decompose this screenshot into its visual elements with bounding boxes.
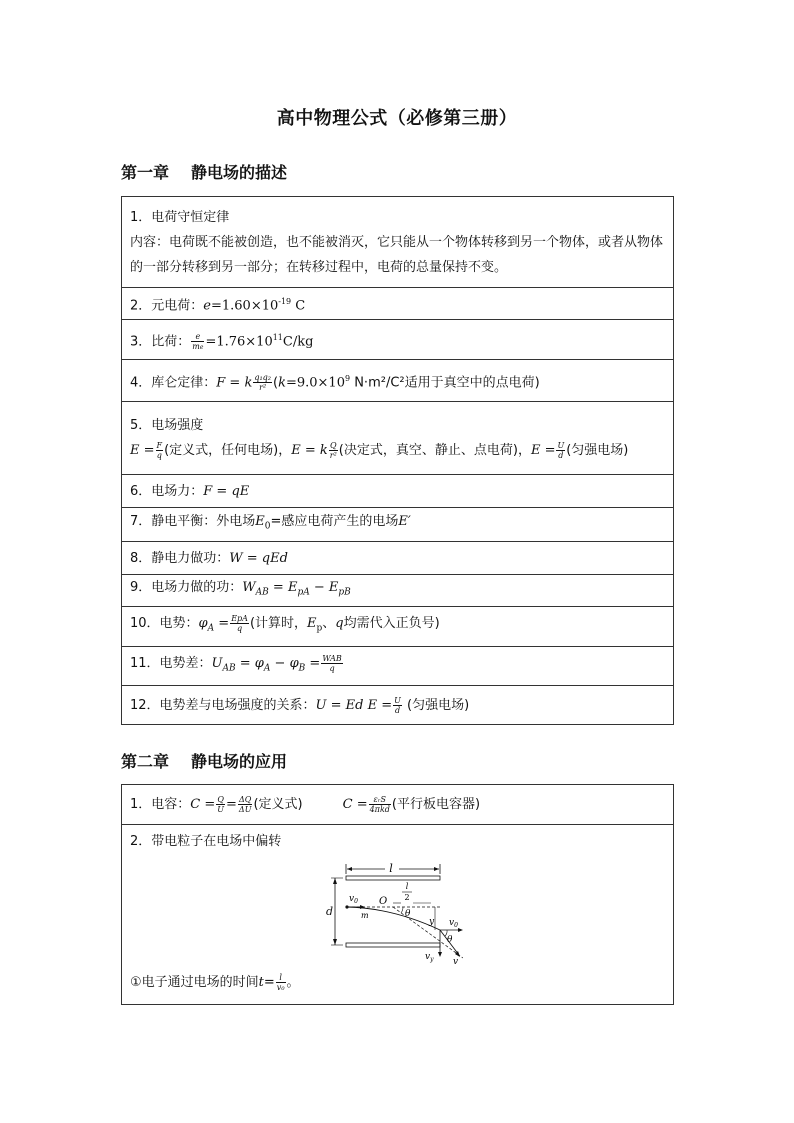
upper-plate	[346, 876, 440, 880]
page-title: 高中物理公式（必修第三册）	[276, 108, 518, 129]
label-v0-right: $v_0$	[449, 918, 458, 929]
label-vy: $v_y$	[425, 952, 434, 963]
chapter-2-formula-table	[121, 784, 674, 1005]
chapter-1-title: 静电场的描述	[191, 163, 288, 182]
formula-5-expressions: E = $\frac{F}{q}$ (定义式，任何电场)，E = k $\frac{Q}{\text{r²}}$ (决定式，真空、静止、点电荷)，E = $\frac{U}{d}$ (匀强电场)	[130, 441, 629, 460]
formula2-row-1: 1．电容：C = $\frac{Q}{U}$ = $\frac{\Delta Q}{\Delta U}$ (定义式) C = $\frac{\text{εᵣS}}{\text{4πkd}}$ (平行板电容器)	[122, 785, 674, 825]
formula-row-10: 10．电势：$\varphi_A$ = $\frac{\text{EpA}}{q}$ (计算时，$E_p$、q均需代入正负号)	[122, 607, 674, 647]
formula-8-label: 8．静电力做功：	[130, 550, 230, 566]
formula-12-label: 12．电势差与电场强度的关系：	[130, 697, 316, 713]
label-l: l	[389, 862, 393, 875]
formula-row-6	[122, 475, 674, 508]
chapter-2-heading	[121, 749, 287, 772]
formula-4-label: 4．库仑定律：	[130, 375, 217, 391]
formula-8-expr: W = qEd	[229, 550, 288, 566]
formula-2-label: 2．元电荷：	[130, 298, 204, 314]
formula-row-7: 7．静电平衡：外电场$E_0=$感应电荷产生的电场E′	[122, 508, 674, 542]
formula-row-8	[122, 542, 674, 575]
chapter-1-formula-table	[121, 196, 674, 725]
formula-9-label: 9．电场力做的功：	[130, 580, 243, 596]
label-v: v	[453, 957, 459, 966]
formula2-1-label: 1．电容：	[130, 797, 191, 812]
chapter-2-number: 第二章	[121, 752, 170, 771]
formula-row-11: 11．电势差：$U_{AB} = \varphi_A - \varphi_B$ = $\frac{\text{WAB}}{q}$	[122, 647, 674, 686]
formula-row-9: 9．电场力做的功：$W_{AB} = E_{pA} - E_{pB}$	[122, 575, 674, 607]
formula-6-expr: F = qE	[203, 483, 250, 499]
formula-10-label: 10．电势：	[130, 616, 199, 632]
label-m: m	[361, 911, 369, 920]
deflection-diagram	[313, 858, 463, 966]
chapter-1-number: 第一章	[121, 163, 170, 182]
formula-2-exp: -19	[278, 296, 292, 306]
label-theta-2: θ	[447, 935, 453, 945]
formula-row-2: 2．元电荷：$e=1.60\times 10^{-19}$ C	[122, 288, 674, 320]
formula-row-1	[122, 197, 674, 288]
formula-7-label: 7．静电平衡：外电场	[130, 514, 256, 530]
formula-row-5	[122, 402, 674, 475]
formula2-2-label: 2．带电粒子在电场中偏转	[130, 834, 282, 849]
formula-1-label: 1．电荷守恒定律	[130, 209, 230, 225]
formula-11-label: 11．电势差：	[130, 655, 212, 671]
formula-3-value: =1.76×10	[205, 334, 273, 350]
formula-row-3: 3．比荷： $\frac{e}{me}$ $=1.76\times 10^{11}C/kg$	[122, 320, 674, 360]
formula2-row-2	[122, 825, 674, 1005]
formula-4-fraction: $\frac{\text{q₁q₂}}{\text{r²}}$	[254, 373, 271, 393]
formula-row-4: 4．库仑定律：F = k $\frac{\text{q₁q₂}}{\text{r²}}$ ($k=9.0\times 10^9$ N·m²/C²适用于真空中的点电荷)	[122, 360, 674, 402]
chapter-1-heading	[121, 160, 287, 183]
label-y: y	[429, 917, 435, 927]
label-d: d	[325, 905, 333, 918]
label-O: O	[379, 896, 388, 907]
formula-3-fraction: $\frac{e}{me}$	[192, 331, 204, 351]
formula-1-content: 内容：电荷既不能被创造，也不能被消灭，它只能从一个物体转移到另一个物体，或者从物体的一部分转移到另一部分；在转移过程中，电荷的总量保持不变。	[130, 234, 664, 275]
formula-6-label: 6．电场力：	[130, 483, 204, 499]
lower-plate	[346, 943, 440, 947]
svg-text:2: 2	[404, 893, 410, 902]
formula-row-12: 12．电势差与电场强度的关系：U = Ed E = $\frac{U}{d}$ (匀强电场)	[122, 686, 674, 725]
formula-3-label: 3．比荷：	[130, 334, 191, 350]
chapter-2-title: 静电场的应用	[191, 752, 288, 771]
formula2-2-time: ①电子通过电场的时间t= $\frac{l}{\text{v₀}}$ 。	[130, 973, 300, 992]
formula-5-label: 5．电场强度	[130, 418, 204, 433]
formula-2-unit: C	[291, 298, 306, 314]
label-theta-1: θ	[405, 909, 411, 919]
svg-text:l: l	[405, 882, 409, 891]
label-v0-left: $v_0$	[349, 894, 358, 905]
formula-2-expr: =1.60×10	[210, 298, 279, 314]
